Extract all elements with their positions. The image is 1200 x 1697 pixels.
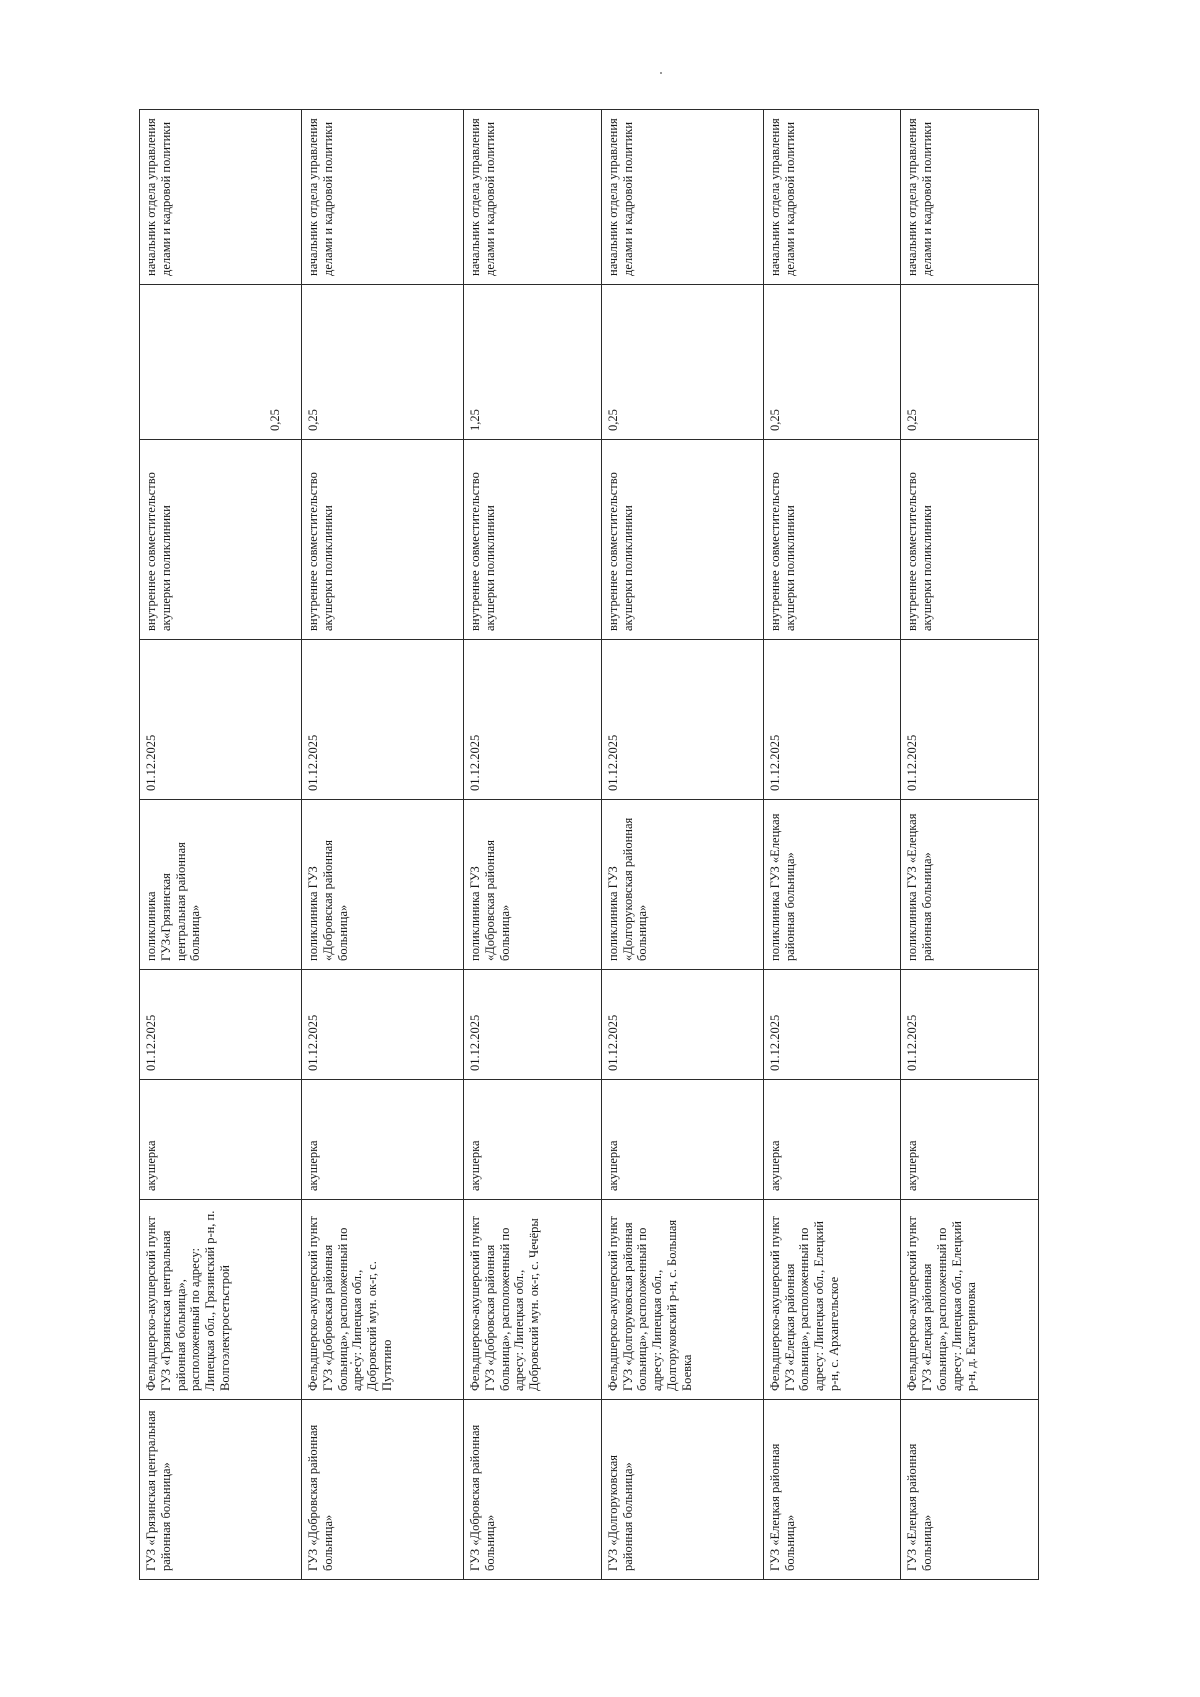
organization-cell: [302, 1400, 464, 1580]
position-cell: [901, 1080, 1039, 1200]
staffing-table-rotated: [139, 110, 1039, 1580]
rate-cell: [302, 285, 464, 440]
date-to-text: 01.12.2025: [767, 734, 782, 791]
date-to-text: 01.12.2025: [905, 734, 920, 791]
date-from-text: 01.12.2025: [905, 1014, 920, 1071]
organization-text: ГУЗ «Елецкая районная больница»: [767, 1443, 797, 1571]
responsible-text: начальник отдела управления делами и кадровой политики: [605, 118, 635, 276]
unit-text: Фельдшерско-акушерский пункт ГУЗ «Добровская районная больница», расположенный по адресу: Липецкая обл., Добровский мун. ок-г, с. Путятино: [306, 1216, 394, 1391]
position-text: акушерка: [468, 1140, 483, 1191]
table-row: [763, 110, 901, 1580]
date-to-cell: [901, 640, 1039, 800]
organization-text: ГУЗ «Долгоруковская районная больница»: [605, 1454, 635, 1571]
date-to-text: 01.12.2025: [605, 734, 620, 791]
date-from-text: 01.12.2025: [306, 1014, 321, 1071]
responsible-text: начальник отдела управления делами и кадровой политики: [905, 118, 935, 276]
date-from-cell: [302, 970, 464, 1080]
unit-cell: [601, 1200, 763, 1400]
place-text: поликлиника ГУЗ «Добровская районная больница»: [468, 840, 512, 961]
position-cell: [464, 1080, 602, 1200]
rate-text: 0,25: [268, 409, 283, 431]
table-row: [464, 110, 602, 1580]
rate-cell: [140, 285, 302, 440]
organization-text: ГУЗ «Елецкая районная больница»: [905, 1443, 935, 1571]
responsible-text: начальник отдела управления делами и кадровой политики: [144, 118, 173, 276]
date-from-text: 01.12.2025: [605, 1014, 620, 1071]
unit-text: Фельдшерско-акушерский пункт ГУЗ «Елецкая районная больница», расположенный по адресу: Липецкая обл., Елецкий р-н, д. Екатериновка: [905, 1216, 979, 1391]
date-from-cell: [901, 970, 1039, 1080]
rate-cell: [464, 285, 602, 440]
date-to-cell: [763, 640, 901, 800]
rate-text: 1,25: [468, 409, 483, 431]
date-to-cell: [302, 640, 464, 800]
date-to-text: 01.12.2025: [468, 734, 483, 791]
unit-text: Фельдшерско-акушерский пункт ГУЗ «Добровская районная больница», расположенный по адресу: Липецкая обл., Добровский мун. ок-г, с. Чечёры: [468, 1216, 542, 1391]
unit-text: Фельдшерско-акушерский пункт ГУЗ «Долгоруковская районная больница», расположенный по адресу: Липецкая обл., Долгоруковский р-н, с. Большая Боевка: [605, 1216, 694, 1391]
organization-cell: [140, 1400, 302, 1580]
rate-text: 0,25: [605, 409, 620, 431]
responsible-text: начальник отдела управления делами и кадровой политики: [767, 118, 797, 276]
rate-text: 0,25: [767, 409, 782, 431]
type-cell: [464, 440, 602, 640]
unit-cell: [464, 1200, 602, 1400]
table-row: [901, 110, 1039, 1580]
responsible-text: начальник отдела управления делами и кадровой политики: [468, 118, 497, 276]
place-cell: [763, 800, 901, 970]
type-text: внутреннее совместительство акушерки поликлиники: [306, 472, 335, 631]
place-cell: [901, 800, 1039, 970]
unit-cell: [901, 1200, 1039, 1400]
responsible-cell: [302, 110, 464, 285]
organization-cell: [763, 1400, 901, 1580]
position-text: акушерка: [605, 1140, 620, 1191]
date-to-text: 01.12.2025: [306, 734, 321, 791]
place-cell: [140, 800, 302, 970]
place-text: поликлиника ГУЗ «Долгоруковская районная больница»: [605, 817, 650, 961]
place-cell: [601, 800, 763, 970]
position-text: акушерка: [905, 1140, 920, 1191]
date-from-cell: [601, 970, 763, 1080]
place-text: поликлиника ГУЗ «Елецкая районная больница»: [905, 813, 935, 961]
rate-text: 0,25: [905, 409, 920, 431]
staffing-table: [139, 109, 1039, 1580]
table-body: [140, 110, 1039, 1580]
type-text: внутреннее совместительство акушерки поликлиники: [767, 472, 797, 631]
date-from-cell: [763, 970, 901, 1080]
place-cell: [464, 800, 602, 970]
unit-cell: [302, 1200, 464, 1400]
type-cell: [302, 440, 464, 640]
table-row: [140, 110, 302, 1580]
unit-cell: [140, 1200, 302, 1400]
table-row: [601, 110, 763, 1580]
responsible-cell: [901, 110, 1039, 285]
date-from-text: 01.12.2025: [468, 1014, 483, 1071]
organization-text: ГУЗ «Добровская районная больница»: [306, 1424, 335, 1571]
date-from-cell: [140, 970, 302, 1080]
type-text: внутреннее совместительство акушерки поликлиники: [605, 472, 635, 631]
position-cell: [601, 1080, 763, 1200]
scan-speck: [660, 72, 662, 74]
place-text: поликлиника ГУЗ «Добровская районная больница»: [306, 840, 350, 961]
type-cell: [140, 440, 302, 640]
date-to-cell: [464, 640, 602, 800]
type-text: внутреннее совместительство акушерки поликлиники: [144, 472, 173, 631]
responsible-cell: [601, 110, 763, 285]
unit-text: Фельдшерско-акушерский пункт ГУЗ «Елецкая районная больница», расположенный по адресу: Липецкая обл., Елецкий р-н, с. Архангельское: [767, 1216, 841, 1391]
type-cell: [601, 440, 763, 640]
position-cell: [763, 1080, 901, 1200]
place-text: поликлиника ГУЗ«Грязинская центральная районная больница»: [144, 842, 203, 961]
type-cell: [763, 440, 901, 640]
type-text: внутреннее совместительство акушерки поликлиники: [468, 472, 497, 631]
organization-cell: [601, 1400, 763, 1580]
rate-text: 0,25: [306, 409, 321, 431]
responsible-cell: [763, 110, 901, 285]
position-text: акушерка: [767, 1140, 782, 1191]
type-text: внутреннее совместительство акушерки поликлиники: [905, 472, 935, 631]
date-from-text: 01.12.2025: [144, 1014, 158, 1071]
date-to-cell: [601, 640, 763, 800]
date-from-cell: [464, 970, 602, 1080]
organization-cell: [464, 1400, 602, 1580]
responsible-text: начальник отдела управления делами и кадровой политики: [306, 118, 335, 276]
organization-text: ГУЗ «Добровская районная больница»: [468, 1424, 497, 1571]
unit-text: Фельдшерско-акушерский пункт ГУЗ «Грязинская центральная районная больница», расположенный по адресу: Липецкая обл., Грязинский р-н, п. Волгоэлектросетьстрой: [144, 1210, 232, 1391]
position-cell: [140, 1080, 302, 1200]
position-cell: [302, 1080, 464, 1200]
date-to-cell: [140, 640, 302, 800]
responsible-cell: [140, 110, 302, 285]
rate-cell: [763, 285, 901, 440]
organization-text: ГУЗ «Грязинская центральная районная больница»: [144, 1410, 173, 1571]
rate-cell: [901, 285, 1039, 440]
table-row: [302, 110, 464, 1580]
responsible-cell: [464, 110, 602, 285]
place-cell: [302, 800, 464, 970]
type-cell: [901, 440, 1039, 640]
place-text: поликлиника ГУЗ «Елецкая районная больница»: [767, 813, 797, 961]
date-to-text: 01.12.2025: [144, 734, 158, 791]
position-text: акушерка: [144, 1140, 158, 1191]
rate-cell: [601, 285, 763, 440]
organization-cell: [901, 1400, 1039, 1580]
position-text: акушерка: [306, 1140, 321, 1191]
unit-cell: [763, 1200, 901, 1400]
date-from-text: 01.12.2025: [767, 1014, 782, 1071]
